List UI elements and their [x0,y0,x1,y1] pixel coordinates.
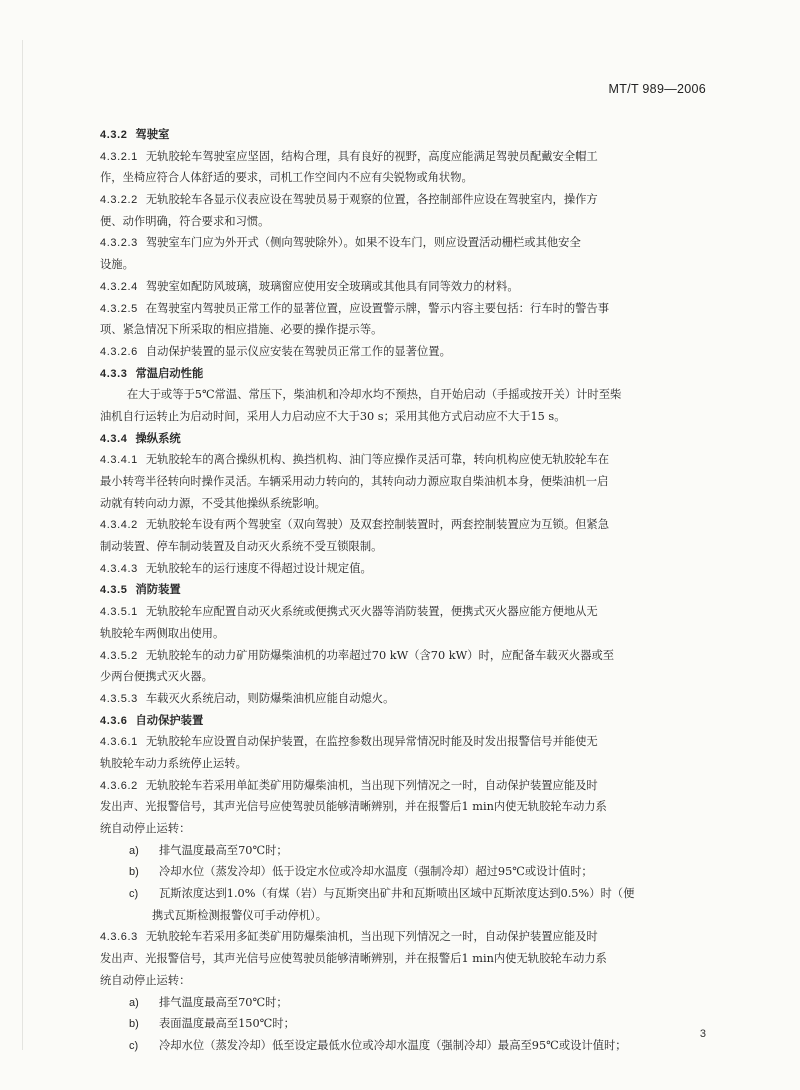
line-text: 在大于或等于5℃常温、常压下，柴油机和冷却水均不预热，自开始启动（手摇或按开关）计时至柴 [127,388,622,402]
line-text: 冷却水位（蒸发冷却）低于设定水位或冷却水温度（强制冷却）超过95℃或设计值时； [159,865,593,879]
text-line [100,666,718,688]
line-text: 驾驶室如配防风玻璃，玻璃窗应使用安全玻璃或其他具有同等效力的材料。 [145,279,519,293]
line-text: 无轨胶轮车的动力矿用防爆柴油机的功率超过70 kW（含70 kW）时，应配备车载灭火器或至 [145,648,615,662]
clause-number: 4.3.2.3 [100,237,138,250]
line-text: 无轨胶轮车的离合操纵机构、换挡机构、油门等应操作灵活可靠，转向机构应使无轨胶轮车在 [145,453,610,467]
section-heading [100,363,718,385]
text-line [100,970,718,992]
line-text: 无轨胶轮车驾驶室应坚固，结构合理，具有良好的视野，高度应能满足驾驶员配戴安全帽工 [145,149,598,163]
text-line [100,753,718,775]
line-text: 车载灭火系统启动，则防爆柴油机应能自动熄火。 [145,691,395,705]
line-text: 在驾驶室内驾驶员正常工作的显著位置，应设置警示牌，警示内容主要包括：行车时的警告事 [145,301,610,315]
text-line [100,471,718,493]
text-line [100,298,718,320]
line-text: 轨胶轮车动力系统停止运转。 [100,756,247,770]
list-label: c) [129,888,139,901]
clause-number: 4.3.2.4 [100,280,138,293]
clause-number: 4.3.6.1 [100,736,138,749]
line-text: 无轨胶轮车设有两个驾驶室（双向驾驶）及双套控制装置时，两套控制装置应为互锁。但紧急 [145,518,610,532]
line-text: 制动装置、停车制动装置及自动灭火系统不受互锁限制。 [100,540,383,554]
text-line [100,796,718,818]
line-text: 驾驶室车门应为外开式（侧向驾驶除外）。如果不设车门，则应设置活动栅栏或其他安全 [145,236,581,250]
text-line [100,688,718,710]
list-item [100,861,718,883]
text-line [100,276,718,298]
line-text: 排气温度最高至70℃时； [159,995,288,1009]
line-text: 无轨胶轮车应设置自动保护装置，在监控参数出现异常情况时能及时发出报警信号并能使无 [145,735,598,749]
line-text: 动就有转向动力源，不受其他操纵系统影响。 [100,496,326,510]
line-text: 设施。 [100,258,134,272]
clause-number: 4.3.2.6 [100,345,138,358]
text-line [100,254,718,276]
section-heading [100,579,718,601]
clause-number: 4.3.2 [100,129,128,141]
line-text: 冷却水位（蒸发冷却）低至设定最低水位或冷却水温度（强制冷却）最高至95℃或设计值时； [159,1038,627,1052]
text-line [100,167,718,189]
clause-number: 4.3.2.1 [100,150,138,163]
list-item [100,992,718,1014]
line-text: 作，坐椅应符合人体舒适的要求，司机工作空间内不应有尖锐物或角状物。 [100,171,473,185]
text-line [100,384,718,406]
text-line [100,514,718,536]
text-line [100,645,718,667]
line-text: 操纵系统 [135,430,181,445]
line-text: 无轨胶轮车各显示仪表应设在驾驶员易于观察的位置，各控制部件应设在驾驶室内，操作方 [145,193,598,207]
list-label: a) [129,996,139,1009]
line-text: 最小转弯半径转向时操作灵活。车辆采用动力转向的，其转向动力源应取自柴油机本身，便柴油机一启 [100,475,609,488]
line-text: 少两台便携式灭火器。 [100,670,213,684]
text-line [100,341,718,363]
text-line [100,493,718,515]
list-item [100,840,718,862]
clause-number: 4.3.5.2 [100,649,138,662]
line-text: 表面温度最高至150℃时； [159,1017,295,1031]
line-text: 无轨胶轮车应配置自动灭火系统或便携式灭火器等消防装置，便携式灭火器应能方便地从无 [145,605,598,619]
clause-number: 4.3.4.3 [100,562,138,575]
clause-number: 4.3.2.2 [100,194,138,207]
document-body [100,124,718,1057]
text-line [100,731,718,753]
text-line [100,905,718,927]
line-text: 轨胶轮车两侧取出使用。 [100,626,225,640]
section-heading [100,428,718,450]
text-line [100,211,718,233]
section-heading [100,710,718,732]
page-number: 3 [699,1028,706,1040]
line-text: 携式瓦斯检测报警仪可手动停机）。 [152,908,328,922]
text-line [100,926,718,948]
line-text: 排气温度最高至70℃时； [159,843,288,857]
clause-number: 4.3.6.2 [100,779,138,792]
section-heading [100,124,718,146]
line-text: 瓦斯浓度达到1.0%（有煤（岩）与瓦斯突出矿井和瓦斯喷出区域中瓦斯浓度达到0.5%）时（便 [159,887,635,901]
list-item [100,1013,718,1035]
clause-number: 4.3.5.3 [100,692,138,705]
clause-number: 4.3.6 [100,714,128,727]
text-line [100,536,718,558]
text-line [100,775,718,797]
clause-number: 4.3.6.3 [100,931,138,944]
text-line [100,948,718,970]
list-item [100,883,718,905]
line-text: 发出声、光报警信号，其声光信号应使驾驶员能够清晰辨别，并在报警后1 min内使无轨胶轮车动力系 [100,800,607,814]
line-text: 发出声、光报警信号，其声光信号应使驾驶员能够清晰辨别，并在报警后1 min内使无轨胶轮车动力系 [100,952,607,966]
line-text: 无轨胶轮车若采用单缸类矿用防爆柴油机，当出现下列情况之一时，自动保护装置应能及时 [145,778,598,792]
line-text: 统自动停止运转： [100,822,191,835]
line-text: 消防装置 [135,582,181,597]
text-line [100,406,718,428]
line-text: 驾驶室 [135,127,170,141]
line-text: 项、紧急情况下所采取的相应措施、必要的操作提示等。 [100,323,383,337]
line-text: 统自动停止运转： [100,973,191,987]
line-text: 无轨胶轮车的运行速度不得超过设计规定值。 [145,561,372,575]
line-text: 常温启动性能 [135,365,204,380]
list-label: a) [129,844,139,857]
text-line [100,558,718,580]
clause-number: 4.3.5 [100,584,128,597]
text-line [100,232,718,254]
text-line [100,623,718,645]
list-label: b) [129,866,139,879]
list-item [100,1035,718,1057]
list-label: b) [129,1018,139,1031]
line-text: 自动保护装置的显示仪应安装在驾驶员正常工作的显著位置。 [145,344,451,358]
text-line [100,189,718,211]
text-line [100,146,718,168]
scan-edge [22,40,23,1050]
text-line [100,818,718,840]
clause-number: 4.3.4 [100,432,128,445]
text-line [100,449,718,471]
line-text: 便、动作明确，符合要求和习惯。 [100,214,270,228]
list-label: c) [129,1039,139,1052]
line-text: 自动保护装置 [135,712,204,727]
document-code: MT/T 989—2006 [608,82,706,96]
text-line [100,601,718,623]
clause-number: 4.3.5.1 [100,606,138,619]
clause-number: 4.3.3 [100,367,128,380]
clause-number: 4.3.4.2 [100,519,138,532]
text-line [100,319,718,341]
line-text: 油机自行运转止为启动时间，采用人力启动应不大于30 s；采用其他方式启动应不大于15 s。 [100,409,566,423]
line-text: 无轨胶轮车若采用多缸类矿用防爆柴油机，当出现下列情况之一时，自动保护装置应能及时 [145,930,598,944]
clause-number: 4.3.2.5 [100,302,138,315]
clause-number: 4.3.4.1 [100,454,138,467]
